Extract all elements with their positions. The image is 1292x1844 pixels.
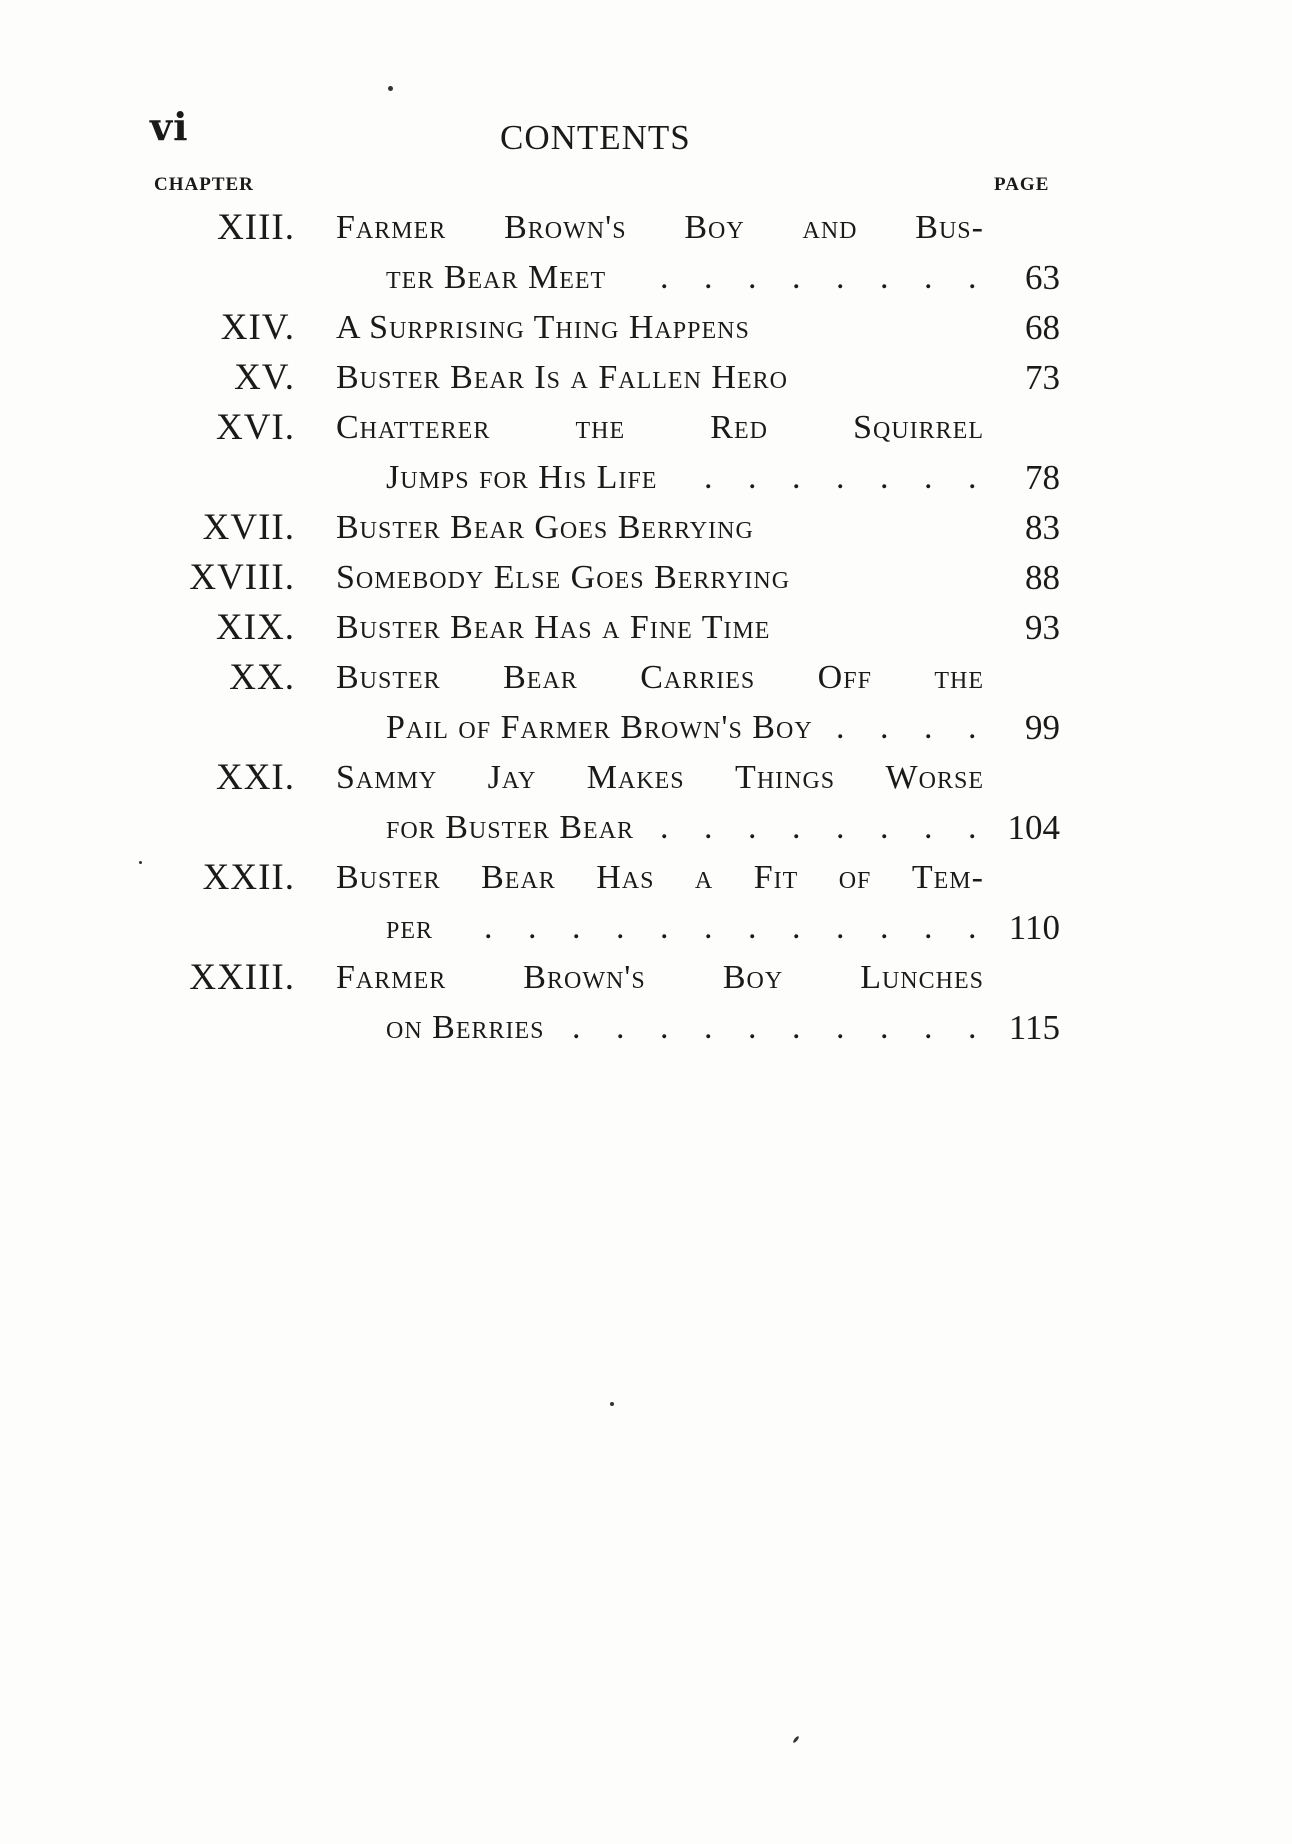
page-ref: 93 — [1025, 608, 1060, 647]
chapter-numeral: XV. — [234, 357, 295, 398]
toc-line — [0, 903, 1292, 953]
chapter-title-line: Farmer Brown's Boy and Bus- — [336, 209, 984, 246]
leader-dot: . — [924, 259, 933, 296]
chapter-title-line: on Berries — [386, 1009, 545, 1046]
toc-line — [0, 403, 1292, 453]
page-ref: 68 — [1025, 308, 1060, 347]
leader-dot: . — [748, 909, 757, 946]
leader-dot: . — [704, 259, 713, 296]
leader-dot: . — [924, 1009, 933, 1046]
leader-dot: . — [836, 709, 845, 746]
leader-dot: . — [792, 909, 801, 946]
chapter-title-line: Sammy Jay Makes Things Worse — [336, 759, 984, 796]
leader-dot: . — [968, 709, 977, 746]
chapter-title-line: Somebody Else Goes Berrying — [336, 559, 791, 596]
chapter-title-line: for Buster Bear — [386, 809, 635, 846]
leader-dot: . — [748, 1009, 757, 1046]
chapter-title-line: Jumps for His Life — [386, 459, 658, 496]
toc-line — [0, 703, 1292, 753]
leader-dot: . — [704, 1009, 713, 1046]
chapter-column-label: CHAPTER — [154, 174, 254, 195]
chapter-title-line: Buster Bear Has a Fit of Tem- — [336, 859, 984, 896]
leader-dot: . — [968, 809, 977, 846]
chapter-numeral: XXIII. — [189, 957, 295, 998]
leader-dot: . — [660, 909, 669, 946]
toc-line — [0, 253, 1292, 303]
leader-dot: . — [836, 259, 845, 296]
chapter-numeral: XVI. — [215, 407, 295, 448]
page-ref: 104 — [1007, 808, 1060, 847]
toc-line — [0, 353, 1292, 403]
leader-dot: . — [484, 909, 493, 946]
chapter-title-line: Farmer Brown's Boy Lunches — [336, 959, 984, 996]
page-ref: 115 — [1008, 1008, 1060, 1047]
leader-dot: . — [880, 259, 889, 296]
page-ref: 78 — [1025, 458, 1060, 497]
toc-line — [0, 753, 1292, 803]
leader-dot: . — [748, 809, 757, 846]
leader-dot: . — [880, 459, 889, 496]
page-ref: 88 — [1025, 558, 1060, 597]
leader-dot: . — [792, 459, 801, 496]
page-ref: 99 — [1025, 708, 1060, 747]
leader-dot: . — [616, 1009, 625, 1046]
leader-dot: . — [924, 709, 933, 746]
leader-dot: . — [704, 459, 713, 496]
toc-line — [0, 653, 1292, 703]
chapter-title-line: A Surprising Thing Happens — [336, 309, 750, 346]
leader-dot: . — [660, 809, 669, 846]
leader-dot: . — [748, 259, 757, 296]
scan-speck — [792, 1735, 799, 1743]
leader-dot: . — [704, 809, 713, 846]
page-column-label: PAGE — [994, 174, 1050, 195]
leader-dot: . — [924, 909, 933, 946]
page-number: vi — [150, 104, 189, 149]
leader-dot: . — [880, 809, 889, 846]
scan-speck — [610, 1402, 614, 1406]
chapter-numeral: XXI. — [215, 757, 295, 798]
chapter-numeral: XVII. — [202, 507, 295, 548]
leader-dot: . — [616, 909, 625, 946]
leader-dot: . — [880, 909, 889, 946]
page-ref: 110 — [1008, 908, 1060, 947]
leader-dot: . — [880, 709, 889, 746]
page-heading: CONTENTS — [500, 118, 691, 157]
toc-line — [0, 853, 1292, 903]
scan-speck — [139, 861, 142, 864]
chapter-title-line: ter Bear Meet — [386, 259, 607, 296]
chapter-title-line: per — [386, 909, 434, 946]
leader-dot: . — [528, 909, 537, 946]
chapter-title-line: Buster Bear Goes Berrying — [336, 509, 754, 546]
scan-speck — [388, 86, 393, 91]
leader-dot: . — [660, 259, 669, 296]
chapter-title-line: Pail of Farmer Brown's Boy — [386, 709, 813, 746]
page-ref: 73 — [1025, 358, 1060, 397]
toc-line — [0, 953, 1292, 1003]
page-ref: 63 — [1025, 258, 1060, 297]
toc-line — [0, 503, 1292, 553]
leader-dot: . — [968, 459, 977, 496]
chapter-numeral: XIX. — [215, 607, 295, 648]
leader-dot: . — [792, 259, 801, 296]
leader-dot: . — [704, 909, 713, 946]
toc-line — [0, 453, 1292, 503]
leader-dot: . — [968, 909, 977, 946]
chapter-numeral: XIII. — [217, 207, 295, 248]
toc-line — [0, 203, 1292, 253]
leader-dot: . — [836, 809, 845, 846]
chapter-numeral: XVIII. — [189, 557, 295, 598]
leader-dot: . — [792, 1009, 801, 1046]
leader-dot: . — [924, 459, 933, 496]
leader-dot: . — [572, 909, 581, 946]
leader-dot: . — [748, 459, 757, 496]
leader-dot: . — [968, 259, 977, 296]
chapter-title-line: Buster Bear Has a Fine Time — [336, 609, 771, 646]
toc-line — [0, 303, 1292, 353]
leader-dot: . — [836, 1009, 845, 1046]
chapter-title-line: Chatterer the Red Squirrel — [336, 409, 984, 446]
chapter-numeral: XIV. — [220, 307, 295, 348]
toc-line — [0, 803, 1292, 853]
leader-dot: . — [836, 909, 845, 946]
chapter-title-line: Buster Bear Carries Off the — [336, 659, 984, 696]
chapter-numeral: XXII. — [202, 857, 295, 898]
toc-line — [0, 553, 1292, 603]
leader-dot: . — [836, 459, 845, 496]
chapter-numeral: XX. — [229, 657, 295, 698]
leader-dot: . — [968, 1009, 977, 1046]
leader-dot: . — [572, 1009, 581, 1046]
leader-dot: . — [924, 809, 933, 846]
leader-dot: . — [880, 1009, 889, 1046]
page-ref: 83 — [1025, 508, 1060, 547]
leader-dot: . — [660, 1009, 669, 1046]
chapter-title-line: Buster Bear Is a Fallen Hero — [336, 359, 788, 396]
leader-dot: . — [792, 809, 801, 846]
toc-line — [0, 1003, 1292, 1053]
toc-line — [0, 603, 1292, 653]
